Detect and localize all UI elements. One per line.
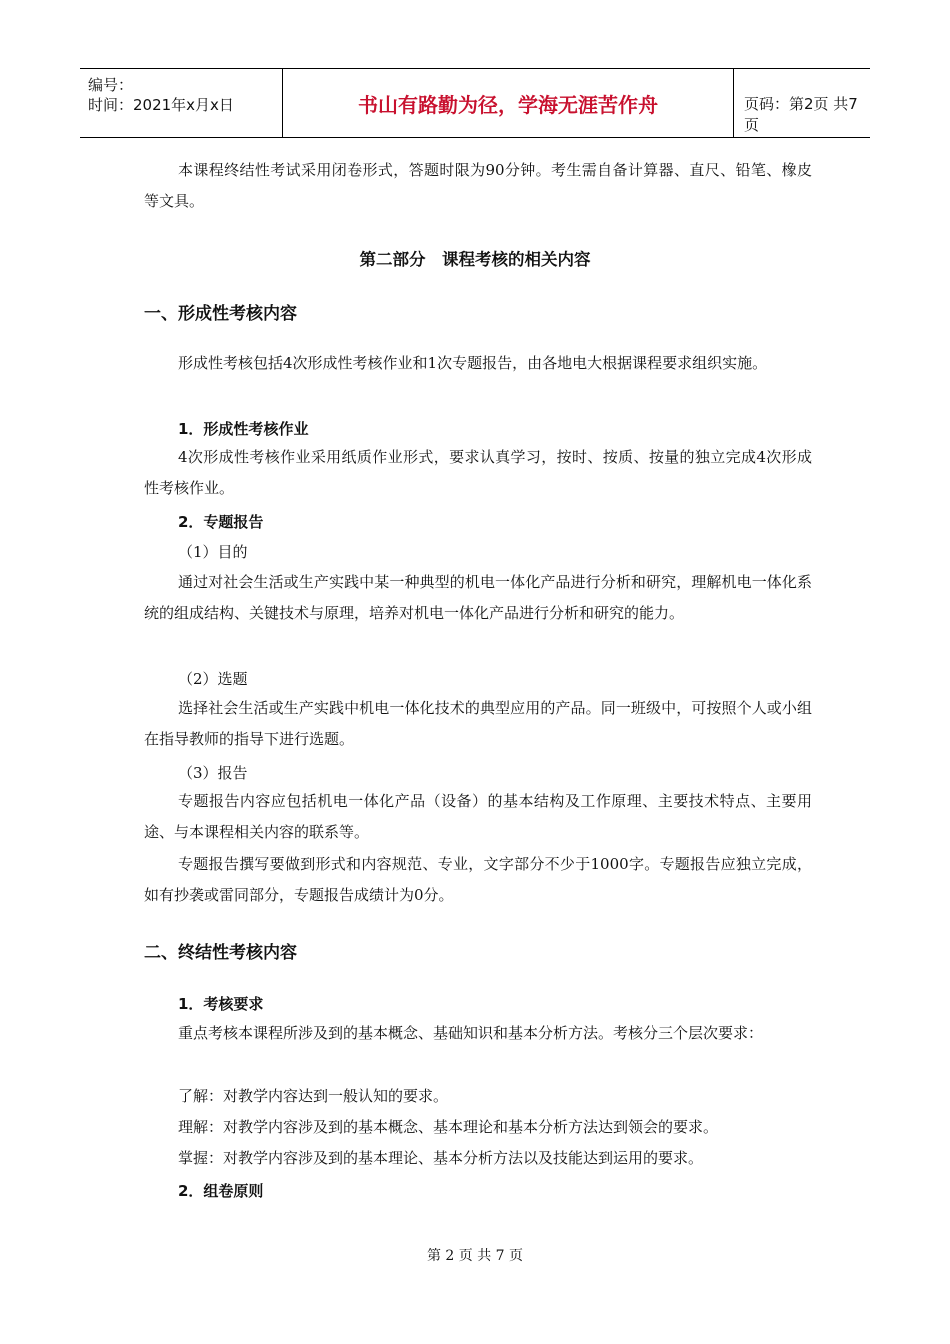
requirement-comprehend: 理解：对教学内容涉及到的基本概念、基本理论和基本分析方法达到领会的要求。 bbox=[178, 1118, 719, 1136]
subsection-3-text: 重点考核本课程所涉及到的基本概念、基础知识和基本分析方法。考核分三个层次要求： bbox=[178, 1024, 764, 1042]
requirement-understand-basic: 了解：对教学内容达到一般认知的要求。 bbox=[178, 1087, 449, 1105]
subsection-2-heading: 2．专题报告 bbox=[178, 513, 264, 531]
header-time-label: 时间：2021年x月x日 bbox=[88, 96, 234, 114]
item-3-text-1: 专题报告内容应包括机电一体化产品（设备）的基本结构及工作原理、主要技术特点、主要用途、与本课程相关内容的联系等。 bbox=[144, 792, 812, 841]
page-header bbox=[80, 68, 870, 138]
item-1-text: 通过对社会生活或生产实践中某一种典型的机电一体化产品进行分析和研究，理解机电一体化系统的组成结构、关键技术与原理，培养对机电一体化产品进行分析和研究的能力。 bbox=[144, 573, 812, 622]
item-1-heading: （1）目的 bbox=[178, 543, 248, 561]
part-title: 第二部分 课程考核的相关内容 bbox=[359, 250, 591, 269]
subsection-1-text: 4次形成性考核作业采用纸质作业形式，要求认真学习，按时、按质、按量的独立完成4次形成性考核作业。 bbox=[144, 448, 812, 497]
requirement-master: 掌握：对教学内容涉及到的基本理论、基本分析方法以及技能达到运用的要求。 bbox=[178, 1149, 704, 1167]
item-3-heading: （3）报告 bbox=[178, 764, 248, 782]
page-footer: 第 2 页 共 7 页 bbox=[426, 1248, 524, 1264]
item-2-heading: （2）选题 bbox=[178, 670, 248, 688]
item-3-text-2: 专题报告撰写要做到形式和内容规范、专业，文字部分不少于1000字。专题报告应独立完成，如有抄袭或雷同部分，专题报告成绩计为0分。 bbox=[144, 855, 812, 904]
header-motto: 书山有路勤为径，学海无涯苦作舟 bbox=[358, 92, 658, 117]
subsection-3-heading: 1．考核要求 bbox=[178, 995, 264, 1013]
header-page-info: 页码：第2页 共7页 bbox=[744, 95, 858, 134]
subsection-1-heading: 1．形成性考核作业 bbox=[178, 420, 309, 438]
section-2-heading: 二、终结性考核内容 bbox=[144, 943, 297, 963]
section-1-intro: 形成性考核包括4次形成性考核作业和1次专题报告，由各地电大根据课程要求组织实施。 bbox=[178, 354, 768, 372]
item-2-text: 选择社会生活或生产实践中机电一体化技术的典型应用的产品。同一班级中，可按照个人或小组在指导教师的指导下进行选题。 bbox=[144, 699, 812, 748]
header-motto-cell bbox=[282, 69, 734, 137]
subsection-4-heading: 2．组卷原则 bbox=[178, 1182, 264, 1200]
header-left-cell bbox=[88, 75, 278, 115]
intro-paragraph: 本课程终结性考试采用闭卷形式，答题时限为90分钟。考生需自备计算器、直尺、铅笔、橡皮等文具。 bbox=[144, 161, 812, 210]
header-number-label: 编号： bbox=[88, 76, 134, 94]
section-1-heading: 一、形成性考核内容 bbox=[144, 304, 297, 324]
